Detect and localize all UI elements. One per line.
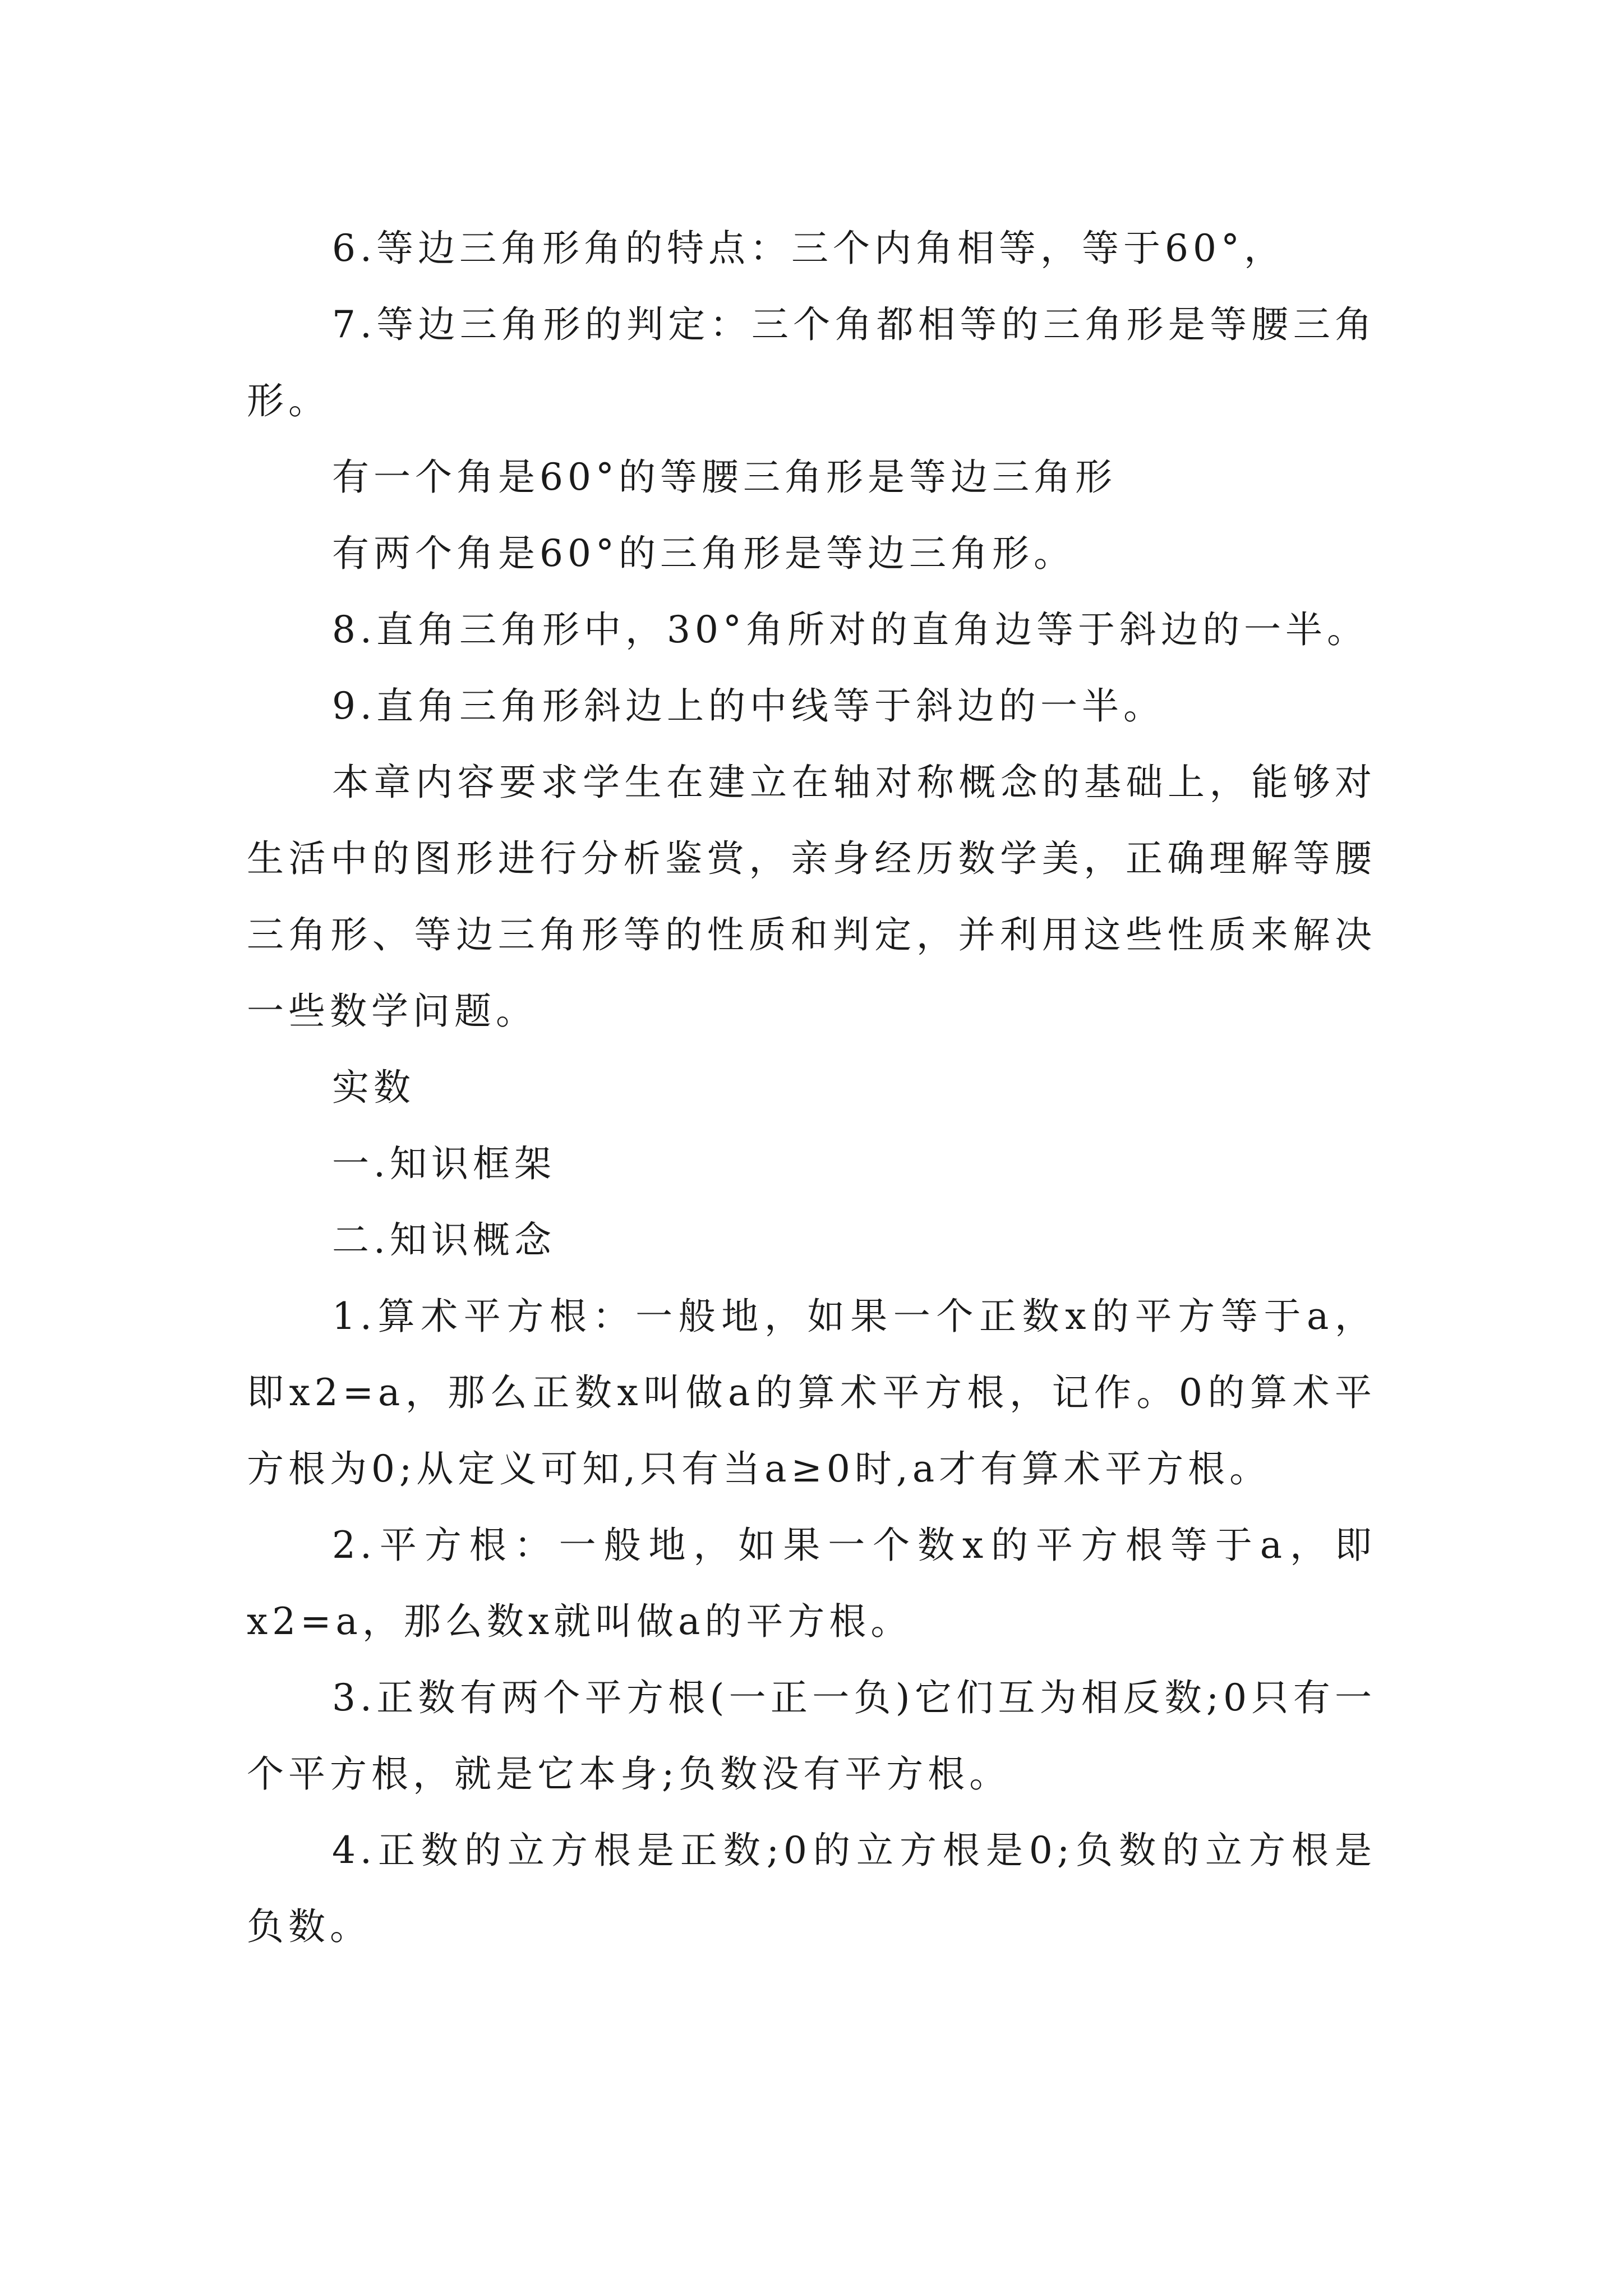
document-body	[247, 210, 1376, 1965]
section-heading-real-numbers: 实数	[332, 1066, 415, 1109]
paragraph-chapter-summary: 本章内容要求学生在建立在轴对称概念的基础上，能够对生活中的图形进行分析鉴赏，亲身经历数学美，正确理解等腰三角形、等边三角形等的性质和判定，并利用这些性质来解决一些数学问题。	[247, 761, 1376, 1033]
paragraph-cube-root-properties: 4.正数的立方根是正数;0的立方根是0;负数的立方根是负数。	[247, 1829, 1376, 1948]
paragraph-square-root: 2.平方根：一般地，如果一个数x的平方根等于a，即x2=a，那么数x就叫做a的平方根。	[247, 1524, 1376, 1643]
subheading-knowledge-concepts: 二.知识概念	[332, 1218, 556, 1262]
paragraph-two-60-angles-criterion: 有两个角是60°的三角形是等边三角形。	[332, 532, 1075, 575]
paragraph-equilateral-criterion: 7.等边三角形的判定：三个角都相等的三角形是等腰三角形。	[247, 303, 1376, 422]
paragraph-isosceles-60-criterion: 有一个角是60°的等腰三角形是等边三角形	[332, 455, 1117, 499]
subheading-knowledge-framework: 一.知识框架	[332, 1142, 556, 1185]
paragraph-30-degree-property: 8.直角三角形中，30°角所对的直角边等于斜边的一半。	[332, 608, 1368, 651]
paragraph-arithmetic-square-root: 1.算术平方根：一般地，如果一个正数x的平方等于a，即x2=a，那么正数x叫做a的算术平方根，记作。0的算术平方根为0;从定义可知,只有当a≥0时,a才有算术平方根。	[247, 1295, 1376, 1490]
paragraph-equilateral-angle-property: 6.等边三角形角的特点：三个内角相等，等于60°，	[332, 227, 1285, 270]
paragraph-median-hypotenuse: 9.直角三角形斜边上的中线等于斜边的一半。	[332, 684, 1165, 728]
paragraph-square-root-properties: 3.正数有两个平方根(一正一负)它们互为相反数;0只有一个平方根，就是它本身;负数没有平方根。	[247, 1676, 1376, 1796]
